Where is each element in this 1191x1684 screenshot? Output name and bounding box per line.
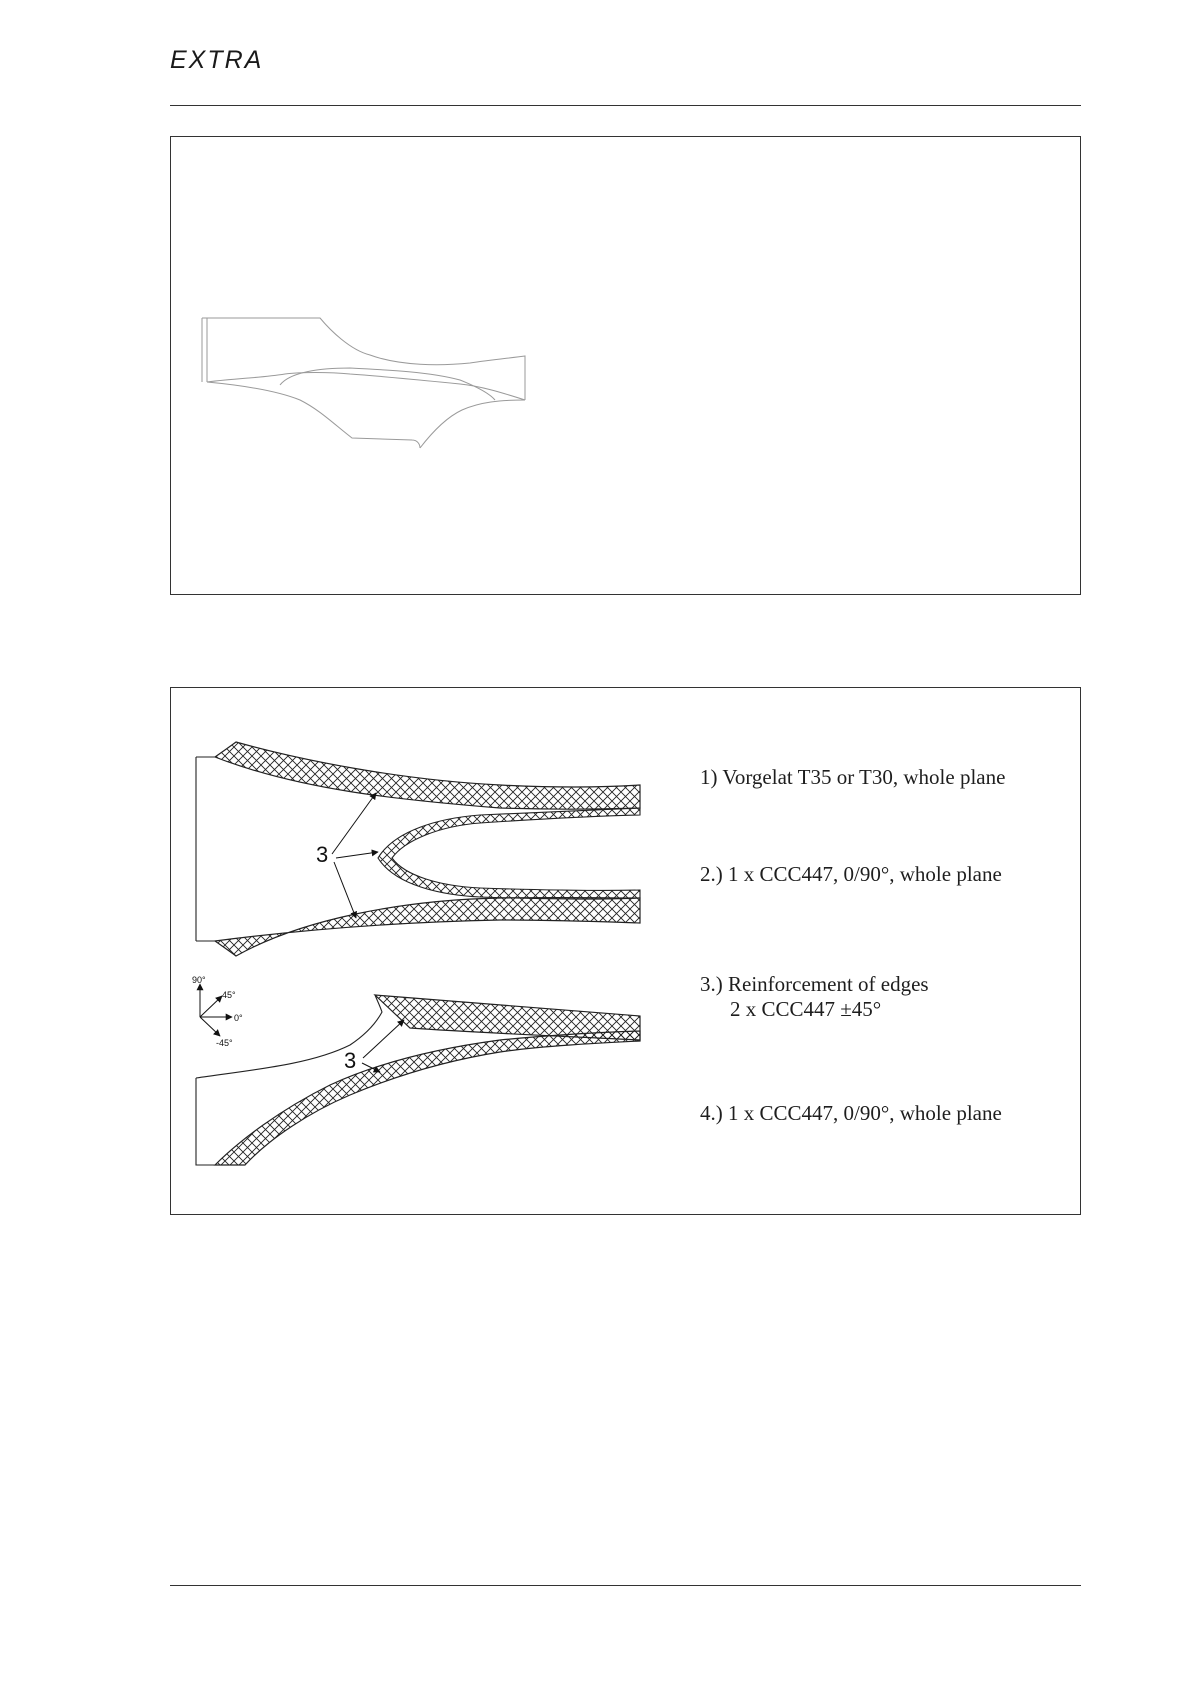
edge-callout-upper: 3 bbox=[316, 842, 329, 867]
top-outline-drawing bbox=[202, 318, 525, 448]
lower-section-drawing bbox=[196, 995, 640, 1165]
company-logo: EXTRA bbox=[170, 46, 264, 74]
orientation-0-label: 0° bbox=[234, 1013, 243, 1023]
legend-item-2: 2.) 1 x CCC447, 0/90°, whole plane bbox=[700, 862, 1002, 886]
orientation-45-label: 45° bbox=[222, 990, 236, 1000]
legend-item-3-detail: 2 x CCC447 ±45° bbox=[730, 997, 882, 1021]
legend-item-4: 4.) 1 x CCC447, 0/90°, whole plane bbox=[700, 1101, 1002, 1125]
legend-item-1: 1) Vorgelat T35 or T30, whole plane bbox=[700, 765, 1006, 789]
orientation-minus45-label: -45° bbox=[216, 1038, 233, 1048]
orientation-90-label: 90° bbox=[192, 975, 206, 985]
fiber-orientation-indicator bbox=[192, 975, 243, 1048]
edge-callout-lower: 3 bbox=[344, 1048, 357, 1073]
upper-section-drawing bbox=[196, 742, 640, 956]
legend-item-3: 3.) Reinforcement of edges 2 x CCC447 ±45° bbox=[700, 972, 929, 1021]
